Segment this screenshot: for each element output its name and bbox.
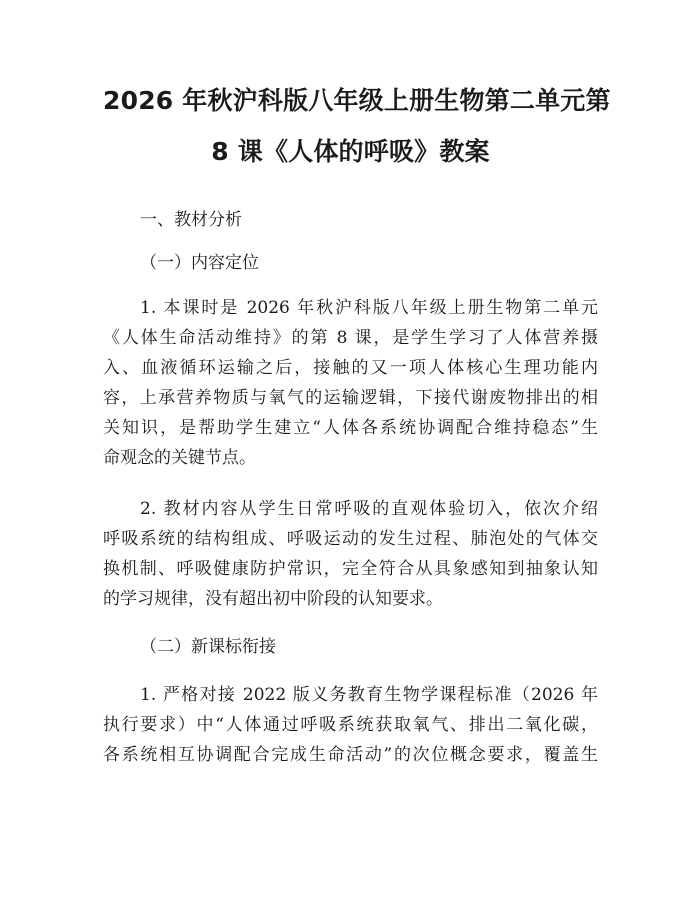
paragraph-line: 执行要求）中“人体通过呼吸系统获取氧气、排出二氧化碳，: [103, 715, 598, 735]
subsection-heading-curriculum-standards: （二）新课标衔接: [140, 637, 276, 657]
document-title: [103, 75, 611, 177]
paragraph-line: 入、血液循环运输之后，接触的又一项人体核心生理功能内: [103, 358, 598, 378]
section-heading-teaching-material-analysis: 一、教材分析: [140, 210, 242, 230]
paragraph-line: 2. 教材内容从学生日常呼吸的直观体验切入，依次介绍: [140, 499, 598, 519]
title-line: 2026 年秋沪科版八年级上册生物第二单元第: [103, 86, 611, 115]
paragraph-line: 命观念的关键节点。: [103, 448, 256, 468]
paragraph-1: [103, 293, 598, 473]
paragraph-line: 呼吸系统的结构组成、呼吸运动的发生过程、肺泡处的气体交: [103, 529, 598, 549]
paragraph-line: 《人体生命活动维持》的第 8 课，是学生学习了人体营养摄: [103, 328, 598, 348]
paragraph-2: [103, 494, 598, 614]
paragraph-line: 1. 严格对接 2022 版义务教育生物学课程标准（2026 年: [140, 685, 598, 705]
paragraph-line: 容，上承营养物质与氧气的运输逻辑，下接代谢废物排出的相: [103, 388, 598, 408]
title-line: 8 课《人体的呼吸》教案: [211, 137, 490, 166]
paragraph-line: 各系统相互协调配合完成生命活动”的次位概念要求，覆盖生: [103, 745, 598, 765]
paragraph-line: 的学习规律，没有超出初中阶段的认知要求。: [103, 589, 443, 609]
paragraph-line: 1. 本课时是 2026 年秋沪科版八年级上册生物第二单元: [140, 298, 598, 318]
paragraph-3: [103, 680, 598, 770]
paragraph-line: 换机制、呼吸健康防护常识，完全符合从具象感知到抽象认知: [103, 559, 598, 579]
paragraph-line: 关知识，是帮助学生建立“人体各系统协调配合维持稳态”生: [103, 418, 598, 438]
subsection-heading-content-positioning: （一）内容定位: [140, 253, 259, 273]
